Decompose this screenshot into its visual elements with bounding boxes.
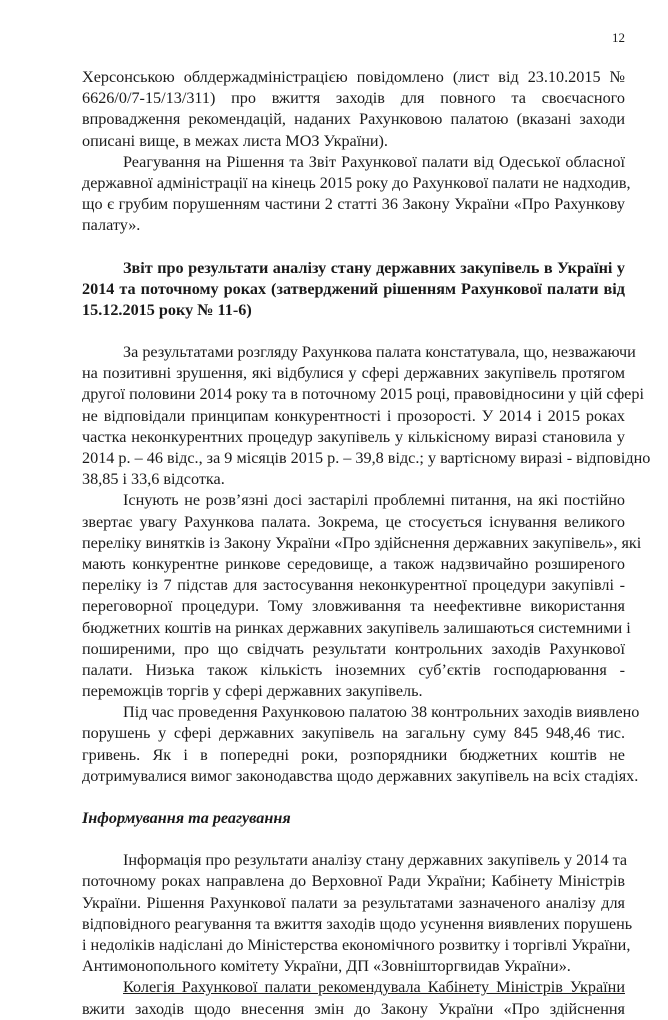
text-line: описані вище, в межах листа МОЗ України). — [82, 131, 388, 150]
text-line: відповідного реагування та вжиття заходів щодо усунення виявлених порушень — [82, 914, 633, 933]
paragraph-odesa-response — [82, 152, 631, 237]
text-line: і недоліків надіслані до Міністерства економічного розвитку і торгівлі України, — [82, 935, 631, 954]
text-line: поточному роках направлена до Верховної Ради України; Кабінету Міністрів — [82, 872, 625, 891]
text-line: переговорної процедури. Тому зловживання та неефективне використання — [82, 597, 625, 616]
text-line: дотримувалися вимог законодавства щодо державних закупівель на всіх стадіях. — [82, 766, 639, 785]
text-line: бюджетних коштів на ринках державних закупівель залишаються системними і — [82, 618, 631, 637]
text-line: не відповідали принципам конкурентності і прозорості. У 2014 і 2015 роках — [82, 406, 625, 425]
text-line: Антимонопольного комітету України, ДП «Зовнішторгвидав України». — [82, 957, 571, 976]
text-line: державної адміністрації на кінець 2015 року до Рахункової палати не надходив, — [82, 173, 631, 192]
text-line: України. Рішення Рахункової палати за результатами зазначеного аналізу для — [82, 893, 625, 912]
document-body — [82, 67, 651, 1020]
heading-line: 2014 та поточному роках (затверджений рішенням Рахункової палати від — [82, 279, 625, 298]
text-line: порушень у сфері державних закупівель на загальну суму 845 948,46 тис. — [82, 724, 625, 743]
text-line: мають конкурентне ринкове середовище, а також надзвичайно розширеного — [82, 554, 625, 573]
text-line: 2014 р. – 46 відс., за 9 місяців 2015 р. – 39,8 відс.; у вартісному виразі - відповідно — [82, 449, 651, 467]
text-line: 38,85 і 33,6 відсотка. — [82, 470, 225, 489]
text-line: гривень. Як і в попередні роки, розпорядники бюджетних коштів не — [82, 745, 625, 764]
text-line: Інформація про результати аналізу стану державних закупівель у 2014 та — [123, 851, 628, 870]
text-line: вжити заходів щодо внесення змін до Закону України «Про здійснення — [82, 999, 625, 1018]
paragraph-findings — [82, 342, 651, 490]
text-line: що є грубим порушенням частини 2 статті 36 Закону України «Про Рахункову — [82, 195, 625, 214]
text-line: Існують не розв’язні досі застарілі проблемні питання, на які постійно — [123, 491, 625, 510]
text-line: впровадження рекомендацій, наданих Рахунковою палатою (вказані заходи — [82, 110, 625, 129]
underlined-line: Колегія Рахункової палати рекомендувала Кабінету Міністрів України — [123, 978, 625, 997]
paragraph-violations — [82, 702, 640, 787]
text-line: переможців торгів у сфері державних закупівель. — [82, 682, 423, 701]
page-number: 12 — [612, 30, 625, 45]
text-line: За результатами розгляду Рахункова палата констатувала, що, незважаючи — [123, 343, 636, 362]
subheading-line: Інформування та реагування — [82, 809, 291, 827]
section-heading — [82, 258, 625, 322]
heading-line: Звіт про результати аналізу стану державних закупівель в Україні у — [123, 258, 625, 277]
heading-line: 15.12.2015 року № 11-6) — [82, 300, 252, 319]
text-line: звертає увагу Рахункова палата. Зокрема, це стосується існування великого — [82, 512, 625, 531]
text-line: поширеними, про що свідчать результати контрольних заходів Рахункової — [82, 639, 625, 658]
text-line: переліку із 7 підстав для застосування неконкурентної процедури закупівлі - — [82, 576, 625, 595]
paragraph-recommendation — [82, 977, 625, 1019]
text-line: Херсонською облдержадміністрацією повідомлено (лист від 23.10.2015 № — [82, 68, 625, 86]
text-line: палату». — [82, 216, 141, 235]
text-line: Реагування на Рішення та Звіт Рахункової палати від Одеської обласної — [123, 152, 625, 171]
paragraph-issues — [82, 490, 642, 702]
text-line: на позитивні зрушення, які відбулися у сфері державних закупівель протягом — [82, 364, 625, 383]
text-line: 6626/0/7-15/13/311) про вжиття заходів для повного та своєчасного — [82, 89, 625, 108]
text-line: частка неконкурентних процедур закупівель у кількісному виразі становила у — [82, 427, 625, 446]
text-line: переліку винятків із Закону України «Про здійснення державних закупівель», які — [82, 533, 642, 552]
paragraph-information-sent — [82, 850, 633, 977]
text-line: Під час проведення Рахунковою палатою 38 контрольних заходів виявлено — [123, 703, 640, 722]
paragraph-kherson-response — [82, 67, 625, 152]
text-line: палати. Низька також кількість іноземних суб’єктів господарювання - — [82, 660, 625, 679]
subheading-informing — [82, 808, 625, 829]
text-line: другої половини 2014 року та в поточному 2015 році, правовідносини у цій сфері — [82, 385, 644, 404]
